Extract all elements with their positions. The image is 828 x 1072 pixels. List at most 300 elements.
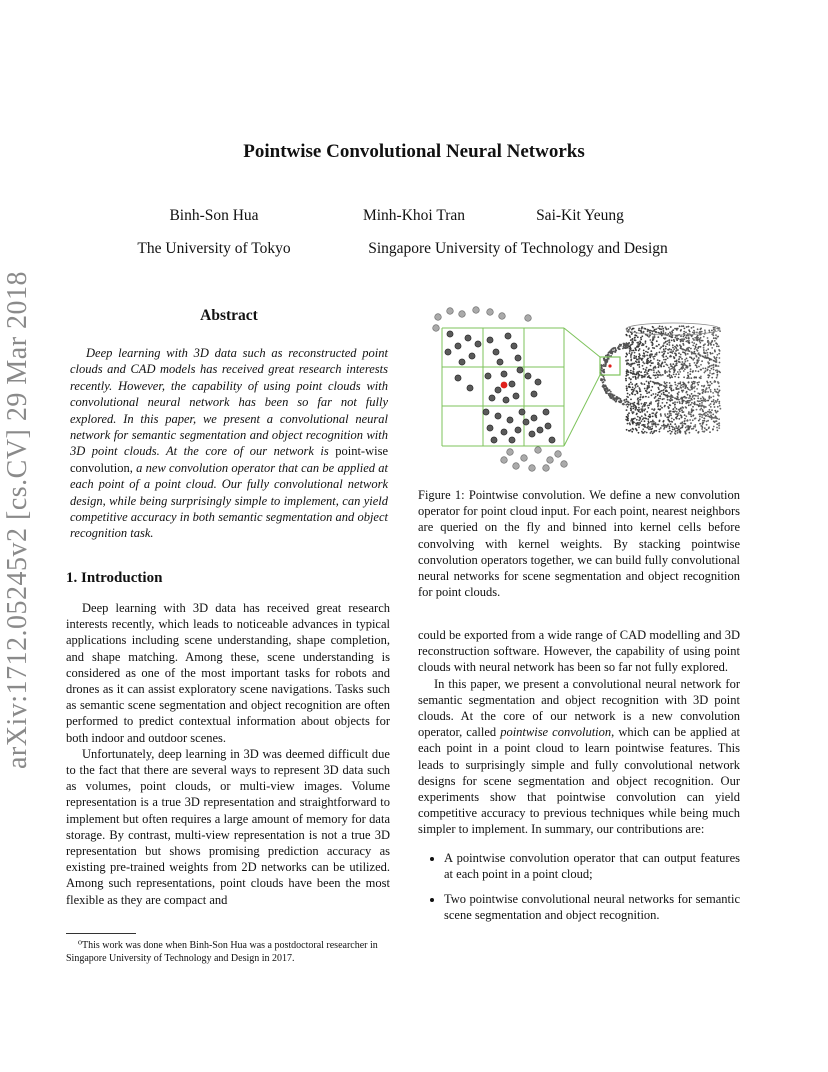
mug-point [710, 381, 712, 383]
point [455, 375, 461, 381]
mug-point [646, 381, 648, 383]
mug-point [668, 340, 670, 342]
mug-point [687, 420, 689, 422]
mug-point [699, 413, 701, 415]
mug-point [629, 336, 631, 338]
mug-point [696, 332, 698, 334]
mug-point [702, 392, 704, 394]
mug-point [634, 362, 636, 364]
mug-point [678, 352, 680, 354]
mug-point [704, 414, 706, 416]
mug-point [689, 365, 691, 367]
mug-point [719, 390, 721, 392]
mug-point [693, 330, 695, 332]
mug-point [634, 352, 636, 354]
mug-point [670, 433, 672, 435]
mug-point [680, 384, 682, 386]
mug-point [687, 353, 689, 355]
mug-point [644, 408, 646, 410]
mug-point [705, 355, 707, 357]
mug-point [665, 348, 667, 350]
mug-point [693, 398, 695, 400]
mug-point [669, 426, 671, 428]
mug-point [690, 371, 692, 373]
mug-point [638, 409, 640, 411]
mug-point [707, 354, 709, 356]
mug-point [670, 365, 672, 367]
mug-point [711, 340, 713, 342]
mug-point [606, 387, 608, 389]
mug-point [663, 344, 665, 346]
mug-point [694, 391, 696, 393]
mug-point [636, 430, 638, 432]
mug-point [653, 412, 655, 414]
mug-point [700, 355, 702, 357]
mug-point [678, 425, 680, 427]
mug-point [664, 425, 666, 427]
mug-point [675, 387, 677, 389]
mug-point [696, 404, 698, 406]
mug-point [637, 346, 639, 348]
mug-point [687, 375, 689, 377]
mug-point [692, 396, 694, 398]
mug-point [717, 354, 719, 356]
mug-point [677, 383, 679, 385]
mug-point [684, 414, 686, 416]
mug-point [701, 416, 703, 418]
mug-point [717, 430, 719, 432]
mug-point [685, 392, 687, 394]
mug-point [710, 412, 712, 414]
mug-point [615, 348, 617, 350]
mug-point [626, 398, 628, 400]
mug-point [713, 381, 715, 383]
point [495, 387, 501, 393]
mug-point [610, 394, 612, 396]
mug-point [659, 372, 661, 374]
mug-point [699, 423, 701, 425]
mug-point [676, 329, 678, 331]
mug-point [639, 417, 641, 419]
mug-point [675, 417, 677, 419]
mug-point [638, 356, 640, 358]
mug-point [642, 419, 644, 421]
mug-point [645, 396, 647, 398]
mug-point [694, 404, 696, 406]
mug-point [626, 389, 628, 391]
mug-point [631, 329, 633, 331]
mug-point [629, 404, 631, 406]
mug-point [684, 328, 686, 330]
mug-point [674, 397, 676, 399]
mug-point [672, 402, 674, 404]
mug-point [695, 370, 697, 372]
mug-point [673, 348, 675, 350]
mug-point [700, 369, 702, 371]
mug-point [646, 361, 648, 363]
mug-point [630, 370, 632, 372]
mug-point [667, 399, 669, 401]
mug-point [712, 417, 714, 419]
mug-point [690, 368, 692, 370]
mug-point [652, 421, 654, 423]
mug-point [666, 371, 668, 373]
mug-point [705, 412, 707, 414]
mug-point [696, 349, 698, 351]
mug-point [706, 429, 708, 431]
mug-point [630, 360, 632, 362]
mug-point [683, 349, 685, 351]
mug-point [691, 387, 693, 389]
mug-point [710, 391, 712, 393]
mug-point [663, 330, 665, 332]
mug-point [699, 416, 701, 418]
mug-point [601, 378, 603, 380]
mug-point [712, 401, 714, 403]
paper-title: Pointwise Convolutional Neural Networks [243, 141, 585, 162]
mug-point [680, 356, 682, 358]
mug-point [709, 372, 711, 374]
mug-point [697, 392, 699, 394]
mug-point [676, 363, 678, 365]
mug-point [666, 329, 668, 331]
mug-point [700, 337, 702, 339]
mug-point [638, 329, 640, 331]
mug-point [638, 427, 640, 429]
right-column-body [418, 627, 740, 932]
point [493, 349, 499, 355]
mug-point [632, 408, 634, 410]
mug-point [611, 353, 613, 355]
contribution-bullet-1: • A pointwise convolution operator that can output features at each point in a point cloud; [444, 850, 740, 882]
mug-point [644, 376, 646, 378]
mug-point [659, 351, 661, 353]
mug-point [642, 361, 644, 363]
mug-point [704, 400, 706, 402]
mug-point [630, 420, 632, 422]
mug-point [677, 394, 679, 396]
mug-point [645, 351, 647, 353]
mug-point [635, 340, 637, 342]
point [519, 409, 525, 415]
mug-point [694, 401, 696, 403]
mug-point [709, 370, 711, 372]
mug-point [648, 348, 650, 350]
mug-point [679, 369, 681, 371]
mug-point [701, 331, 703, 333]
mug-point [666, 343, 668, 345]
mug-point [646, 346, 648, 348]
mug-point [637, 374, 639, 376]
point [543, 409, 549, 415]
mug-point [672, 363, 674, 365]
mug-point [719, 330, 721, 332]
pointwise-convolution-figure [428, 300, 740, 480]
mug-point [657, 327, 659, 329]
mug-point [669, 344, 671, 346]
mug-point [696, 388, 698, 390]
mug-point [663, 392, 665, 394]
mug-point [641, 335, 643, 337]
mug-point [647, 405, 649, 407]
mug-point [636, 335, 638, 337]
mug-point [627, 403, 629, 405]
mug-point [703, 385, 705, 387]
mug-point [662, 374, 664, 376]
mug-point [645, 402, 647, 404]
mug-point [632, 418, 634, 420]
mug-point [691, 327, 693, 329]
mug-point [631, 383, 633, 385]
mug-point [639, 366, 641, 368]
mug-point [669, 348, 671, 350]
mug-point [667, 357, 669, 359]
mug-point [628, 329, 630, 331]
mug-point [631, 350, 633, 352]
mug-point [713, 396, 715, 398]
point [521, 455, 528, 462]
mug-point [671, 418, 673, 420]
mug-point [641, 377, 643, 379]
mug-point [714, 402, 716, 404]
mug-point [632, 387, 634, 389]
mug-point [653, 369, 655, 371]
mug-point [618, 346, 620, 348]
mug-point [647, 376, 649, 378]
mug-point-cloud [599, 323, 721, 435]
mug-point [662, 362, 664, 364]
mug-point [688, 326, 690, 328]
abstract-text: Deep learning with 3D data such as reconstructed point clouds and CAD models has received great research interests recently. However, the capability of using point clouds with convolutional neural network has been so far not fully explored. In this paper, we present a convolutional neural network for semantic segmentation and object recognition with 3D point clouds. At the core of our network is point-wise convolution, a new convolution operator that can be applied at each point of a point cloud. Our fully convolutional network design, while being surprisingly simple to implement, can yield competitive accuracy in both semantic segmentation and object recognition task. [70, 346, 388, 541]
mug-point [696, 344, 698, 346]
mug-point [642, 424, 644, 426]
point [467, 385, 473, 391]
intro-paragraph-2: Unfortunately, deep learning in 3D was deemed difficult due to the fact that there are several ways to represent 3D data such as volumes, point clouds, or multi-view images. Volume representation is a true 3D representation and straightforward to implement but often requires a large amount of memory for data storage. By contrast, multi-view representation is not a true 3D representation but shows promising prediction accuracy as existing pre-trained weights from 2D networks can be utilized. Among such representations, point clouds have been the most flexible as they are compact and [66, 746, 390, 907]
mug-point [652, 356, 654, 358]
mug-point [708, 363, 710, 365]
mug-point [670, 363, 672, 365]
mug-point [674, 404, 676, 406]
mug-point [690, 416, 692, 418]
mug-point [647, 370, 649, 372]
mug-point [647, 358, 649, 360]
neighbor-points [445, 331, 555, 443]
mug-point [638, 358, 640, 360]
mug-point [682, 340, 684, 342]
mug-point [604, 379, 606, 381]
mug-point [662, 402, 664, 404]
mug-point [640, 339, 642, 341]
mug-point [664, 381, 666, 383]
mug-point [695, 430, 697, 432]
mug-point [658, 398, 660, 400]
mug-point [717, 370, 719, 372]
mug-point [667, 340, 669, 342]
mug-point [663, 385, 665, 387]
mug-point [681, 426, 683, 428]
mug-point [660, 375, 662, 377]
footnote-rule [66, 933, 136, 934]
mug-point [658, 344, 660, 346]
mug-point [630, 365, 632, 367]
mug-point [690, 422, 692, 424]
mug-point [641, 327, 643, 329]
point [531, 415, 537, 421]
mug-point [705, 391, 707, 393]
mug-point [683, 344, 685, 346]
mug-point [671, 426, 673, 428]
mug-point [637, 400, 639, 402]
mug-point [691, 341, 693, 343]
mug-point [717, 392, 719, 394]
mug-point [681, 358, 683, 360]
mug-point [684, 359, 686, 361]
mug-point [656, 340, 658, 342]
mug-point [700, 346, 702, 348]
mug-point [709, 359, 711, 361]
mug-point [620, 345, 622, 347]
mug-point [655, 377, 657, 379]
mug-point [655, 430, 657, 432]
mug-point [635, 422, 637, 424]
mug-point [714, 389, 716, 391]
mug-point [633, 404, 635, 406]
mug-point [672, 344, 674, 346]
mug-point [681, 338, 683, 340]
mug-point [650, 350, 652, 352]
introduction-body [66, 600, 390, 908]
mug-point [649, 355, 651, 357]
mug-point [628, 412, 630, 414]
mug-point [626, 385, 628, 387]
mug-point [692, 406, 694, 408]
mug-point [629, 424, 631, 426]
mug-point [618, 348, 620, 350]
mug-point [669, 430, 671, 432]
mug-point [625, 378, 627, 380]
mug-point [653, 358, 655, 360]
mug-point [627, 345, 629, 347]
mug-point [634, 388, 636, 390]
mug-point [695, 355, 697, 357]
mug-point [687, 394, 689, 396]
mug-point [680, 354, 682, 356]
zoom-line [564, 328, 600, 357]
mug-point [627, 360, 629, 362]
mug-point [626, 354, 628, 356]
mug-point [629, 348, 631, 350]
mug-point [693, 409, 695, 411]
mug-point [677, 385, 679, 387]
mug-point [605, 392, 607, 394]
mug-point [689, 373, 691, 375]
mug-point [668, 328, 670, 330]
mug-point [652, 336, 654, 338]
mug-point [660, 415, 662, 417]
mug-point [648, 416, 650, 418]
mug-point [660, 331, 662, 333]
mug-point [643, 396, 645, 398]
mug-point [636, 392, 638, 394]
mug-point [676, 411, 678, 413]
mug-point [639, 399, 641, 401]
mug-point [671, 376, 673, 378]
mug-point [713, 356, 715, 358]
mug-point [704, 399, 706, 401]
mug-point [670, 349, 672, 351]
mug-point [712, 364, 714, 366]
mug-point [674, 376, 676, 378]
mug-point [622, 348, 624, 350]
mug-point [647, 418, 649, 420]
mug-point [604, 385, 606, 387]
mug-point [656, 345, 658, 347]
mug-point [700, 377, 702, 379]
mug-point [700, 376, 702, 378]
point [555, 451, 562, 458]
mug-point [637, 398, 639, 400]
mug-point [630, 429, 632, 431]
mug-point [713, 399, 715, 401]
mug-point [668, 370, 670, 372]
mug-point [707, 352, 709, 354]
mug-point [713, 337, 715, 339]
mug-point [658, 363, 660, 365]
mug-point [612, 348, 614, 350]
mug-point [655, 328, 657, 330]
mug-point [698, 357, 700, 359]
mug-point [682, 406, 684, 408]
mug-point [627, 406, 629, 408]
mug-point [702, 389, 704, 391]
mug-point [655, 415, 657, 417]
mug-point [700, 364, 702, 366]
mug-point [653, 372, 655, 374]
mug-point [691, 351, 693, 353]
mug-point [643, 352, 645, 354]
point [447, 308, 454, 315]
mug-point [650, 403, 652, 405]
mug-point [646, 367, 648, 369]
mug-point [640, 394, 642, 396]
mug-point [658, 424, 660, 426]
mug-point [687, 372, 689, 374]
mug-point [685, 423, 687, 425]
mug-point [717, 374, 719, 376]
mug-point [640, 390, 642, 392]
mug-point [652, 362, 654, 364]
mug-point [638, 350, 640, 352]
mug-point [710, 397, 712, 399]
mug-point [643, 350, 645, 352]
mug-point [706, 388, 708, 390]
mug-point [702, 368, 704, 370]
mug-point [631, 389, 633, 391]
mug-point [694, 348, 696, 350]
mug-point [697, 397, 699, 399]
mug-point [637, 402, 639, 404]
point [433, 325, 440, 332]
point [455, 343, 461, 349]
mug-point [649, 377, 651, 379]
mug-point [678, 391, 680, 393]
point [515, 427, 521, 433]
mug-point [646, 411, 648, 413]
mug-point [699, 409, 701, 411]
mug-point [710, 353, 712, 355]
mug-point [659, 325, 661, 327]
author-1: Binh-Son Hua [169, 207, 259, 224]
